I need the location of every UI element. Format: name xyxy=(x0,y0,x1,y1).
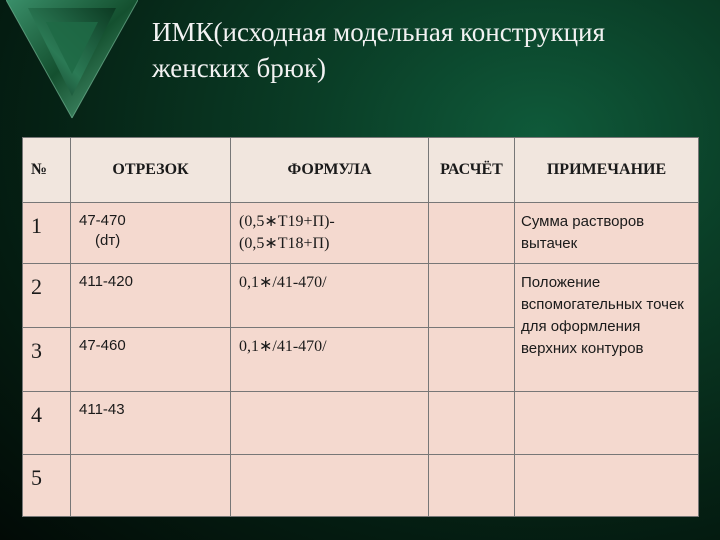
formula-cell: 0,1∗/41-470/ xyxy=(231,263,429,327)
imk-table xyxy=(22,137,699,517)
calculation-cell[interactable] xyxy=(429,454,515,516)
segment-text: 47-470 xyxy=(79,212,126,230)
formula-line: (0,5∗Т18+П) xyxy=(239,235,330,253)
calculation-cell[interactable] xyxy=(429,392,515,454)
note-cell-merged: Положение вспомогательных точек для оформления верхних контуров xyxy=(515,263,699,392)
row-number: 4 xyxy=(23,392,71,454)
segment-cell: 411-420 xyxy=(71,263,231,327)
formula-cell xyxy=(231,454,429,516)
segment-cell xyxy=(71,203,231,263)
segment-cell: 47-460 xyxy=(71,327,231,391)
header-number: № xyxy=(23,138,71,203)
formula-cell: 0,1∗/41-470/ xyxy=(231,327,429,391)
row-number: 5 xyxy=(23,454,71,516)
page-title: ИМК(исходная модельная конструкция женских брюк) xyxy=(152,17,605,83)
calculation-cell[interactable] xyxy=(429,327,515,391)
formula-cell xyxy=(231,392,429,454)
segment-subtext: (dт) xyxy=(95,232,121,250)
formula-cell xyxy=(231,203,429,263)
table-row xyxy=(23,263,699,327)
table-row xyxy=(23,203,699,263)
note-cell xyxy=(515,392,699,454)
table-header-row xyxy=(23,138,699,203)
note-cell: Сумма растворов вытачек xyxy=(515,203,699,263)
header-formula: ФОРМУЛА xyxy=(231,138,429,203)
formula-line: (0,5∗Т19+П)- xyxy=(239,213,335,231)
segment-cell xyxy=(71,454,231,516)
calculation-cell[interactable] xyxy=(429,203,515,263)
table-row xyxy=(23,454,699,516)
row-number: 1 xyxy=(23,203,71,263)
table-row xyxy=(23,392,699,454)
segment-cell: 411-43 xyxy=(71,392,231,454)
header-note: ПРИМЕЧАНИЕ xyxy=(515,138,699,203)
note-cell xyxy=(515,454,699,516)
row-number: 2 xyxy=(23,263,71,327)
header-segment: ОТРЕЗОК xyxy=(71,138,231,203)
row-number: 3 xyxy=(23,327,71,391)
header-calculation: РАСЧЁТ xyxy=(429,138,515,203)
emblem-logo xyxy=(6,0,138,120)
calculation-cell[interactable] xyxy=(429,263,515,327)
